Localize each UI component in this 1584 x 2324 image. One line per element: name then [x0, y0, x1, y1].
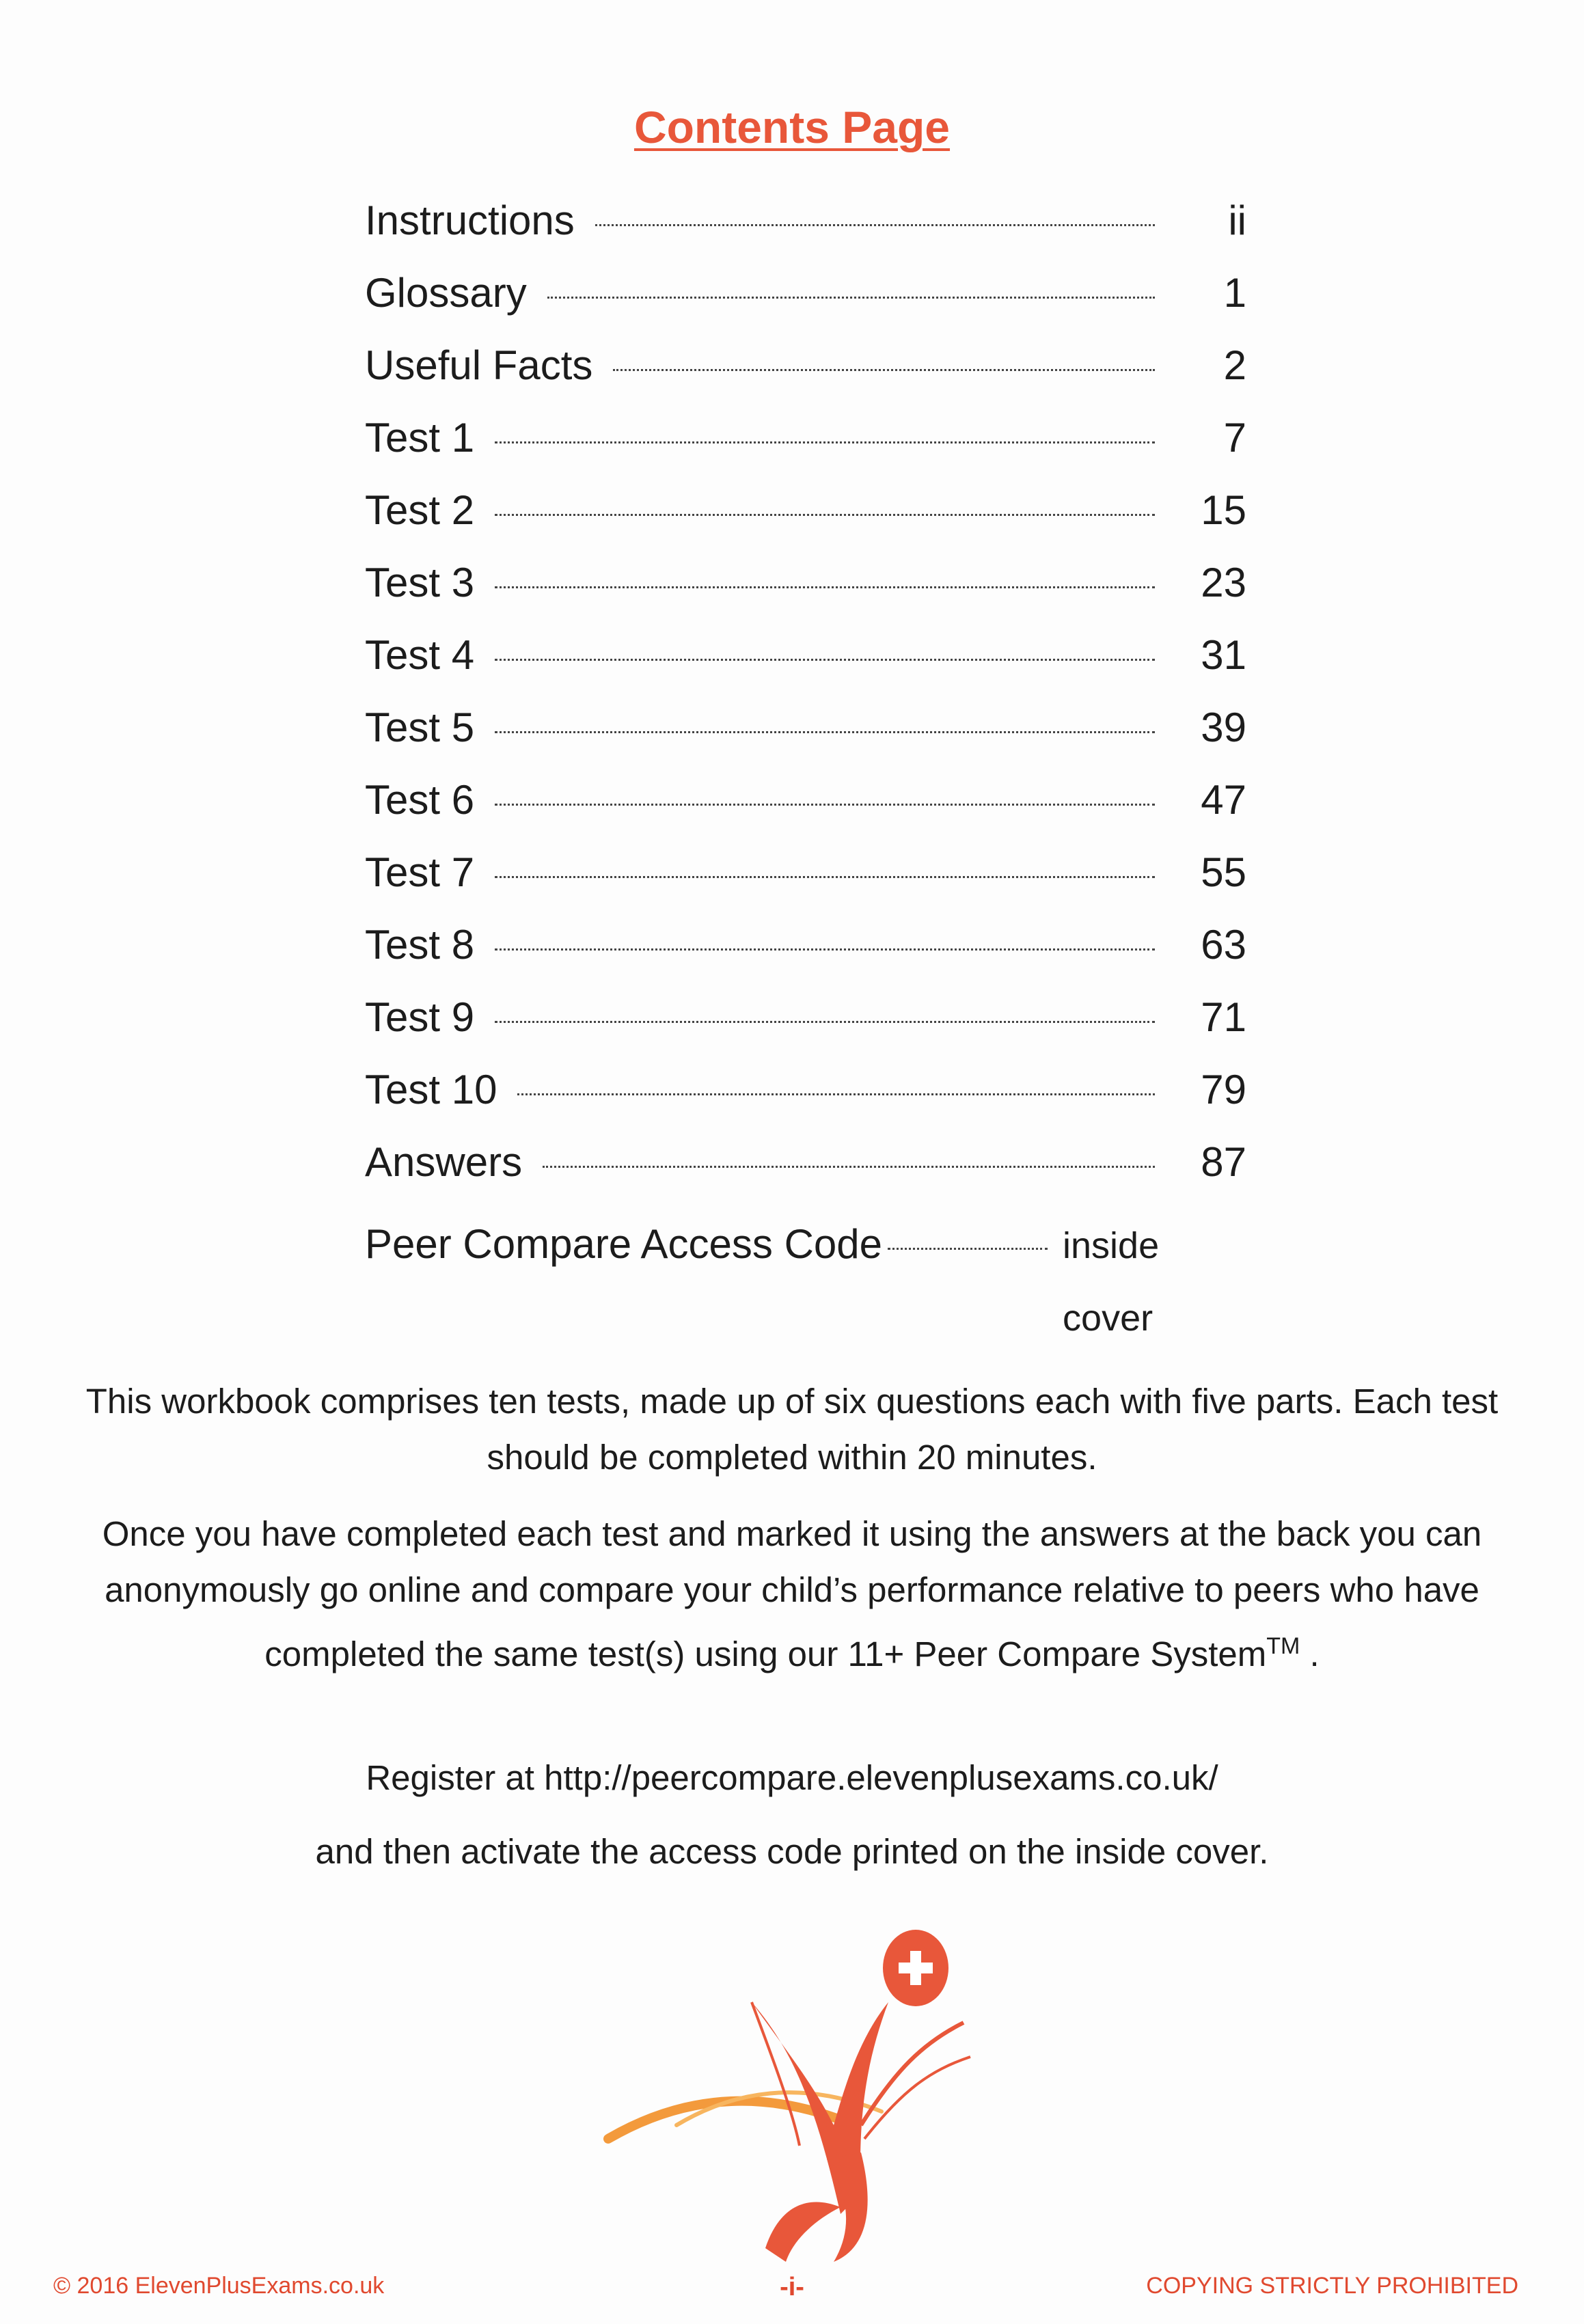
toc-label: Test 3 — [365, 560, 475, 605]
toc-leader-dots — [495, 441, 1155, 443]
toc-entry — [365, 692, 1246, 764]
toc-entry-peer-compare — [365, 1208, 1246, 1339]
toc-page-number: ii — [1228, 197, 1246, 243]
intro-paragraph-2-text: Once you have completed each test and marked it using the answers at the back you can anonymously go online and compare your child’s performance relative to peers who have completed the same test(s) using our 11+ Peer Compare System — [102, 1514, 1482, 1673]
toc-entry — [365, 547, 1246, 619]
toc-entry — [365, 402, 1246, 474]
page-number: -i- — [780, 2273, 804, 2301]
toc-label: Test 6 — [365, 777, 475, 823]
toc-page-number: 79 — [1201, 1067, 1246, 1112]
toc-page-number: 55 — [1201, 849, 1246, 895]
toc-page-number: 1 — [1223, 270, 1246, 316]
toc-leader-dots — [495, 804, 1155, 806]
toc-label: Answers — [365, 1139, 523, 1185]
toc-label: Test 5 — [365, 705, 475, 750]
intro-paragraph-2-end: . — [1309, 1635, 1320, 1673]
toc-entry — [365, 474, 1246, 547]
toc-page-number: 71 — [1201, 994, 1246, 1040]
trademark-symbol: TM — [1266, 1633, 1300, 1659]
toc-entry — [365, 619, 1246, 692]
toc-leader-dots — [495, 586, 1155, 588]
toc-leader-dots — [547, 297, 1155, 299]
toc-entry — [365, 184, 1246, 257]
toc-entry — [365, 836, 1246, 909]
toc-leader-dots — [495, 514, 1155, 516]
intro-paragraph-1: This workbook comprises ten tests, made up of six questions each with five parts. Each test should be completed within 20 minutes. — [85, 1382, 1499, 1477]
toc-label: Peer Compare Access Code — [365, 1221, 883, 1267]
page-title: Contents Page — [633, 102, 951, 152]
toc-label: Test 9 — [365, 994, 475, 1040]
toc-entry — [365, 764, 1246, 836]
toc-page-number: 87 — [1201, 1139, 1246, 1185]
toc-label: Instructions — [365, 197, 575, 243]
toc-entry — [365, 1126, 1246, 1199]
copyright-notice: © 2016 ElevenPlusExams.co.uk — [53, 2273, 385, 2299]
toc-page-number: 23 — [1201, 560, 1246, 605]
toc-leader-dots — [613, 369, 1155, 371]
intro-paragraph-2 — [41, 1506, 1543, 1682]
toc-leader-dots — [495, 659, 1155, 661]
toc-leader-dots — [517, 1093, 1155, 1095]
toc-label: Test 7 — [365, 849, 475, 895]
toc-leader-dots — [543, 1166, 1155, 1168]
toc-leader-dots — [495, 1021, 1155, 1023]
toc-page-number: 47 — [1201, 777, 1246, 823]
toc-label: Test 10 — [365, 1067, 497, 1112]
toc-entry — [365, 329, 1246, 402]
toc-leader-dots — [595, 224, 1155, 226]
toc-page-number: 63 — [1201, 922, 1246, 968]
toc-entry — [365, 1054, 1246, 1126]
toc-page-number: 15 — [1201, 487, 1246, 533]
toc-label: Glossary — [365, 270, 527, 316]
toc-label: Test 1 — [365, 415, 475, 461]
activate-instruction: and then activate the access code printed on the inside cover. — [315, 1832, 1269, 1871]
toc-label: Test 4 — [365, 632, 475, 678]
table-of-contents — [365, 184, 1246, 1339]
toc-page-number: 39 — [1201, 705, 1246, 750]
toc-leader-dots — [495, 876, 1155, 878]
toc-page-number: inside cover — [1063, 1225, 1160, 1339]
toc-page-number: 31 — [1201, 632, 1246, 678]
toc-label: Test 2 — [365, 487, 475, 533]
toc-leader-dots — [495, 731, 1155, 733]
toc-entry — [365, 909, 1246, 981]
toc-leader-dots — [888, 1248, 1048, 1250]
toc-page-number: 2 — [1223, 342, 1246, 388]
register-url-line: Register at http://peercompare.elevenplusexams.co.uk/ — [366, 1758, 1218, 1797]
toc-entry — [365, 257, 1246, 329]
copying-notice: COPYING STRICTLY PROHIBITED — [1146, 2273, 1518, 2299]
toc-leader-dots — [495, 948, 1155, 951]
toc-page-number: 7 — [1223, 415, 1246, 461]
toc-label: Useful Facts — [365, 342, 593, 388]
running-figure-logo-icon — [595, 1920, 977, 2265]
toc-entry — [365, 981, 1246, 1054]
toc-label: Test 8 — [365, 922, 475, 968]
